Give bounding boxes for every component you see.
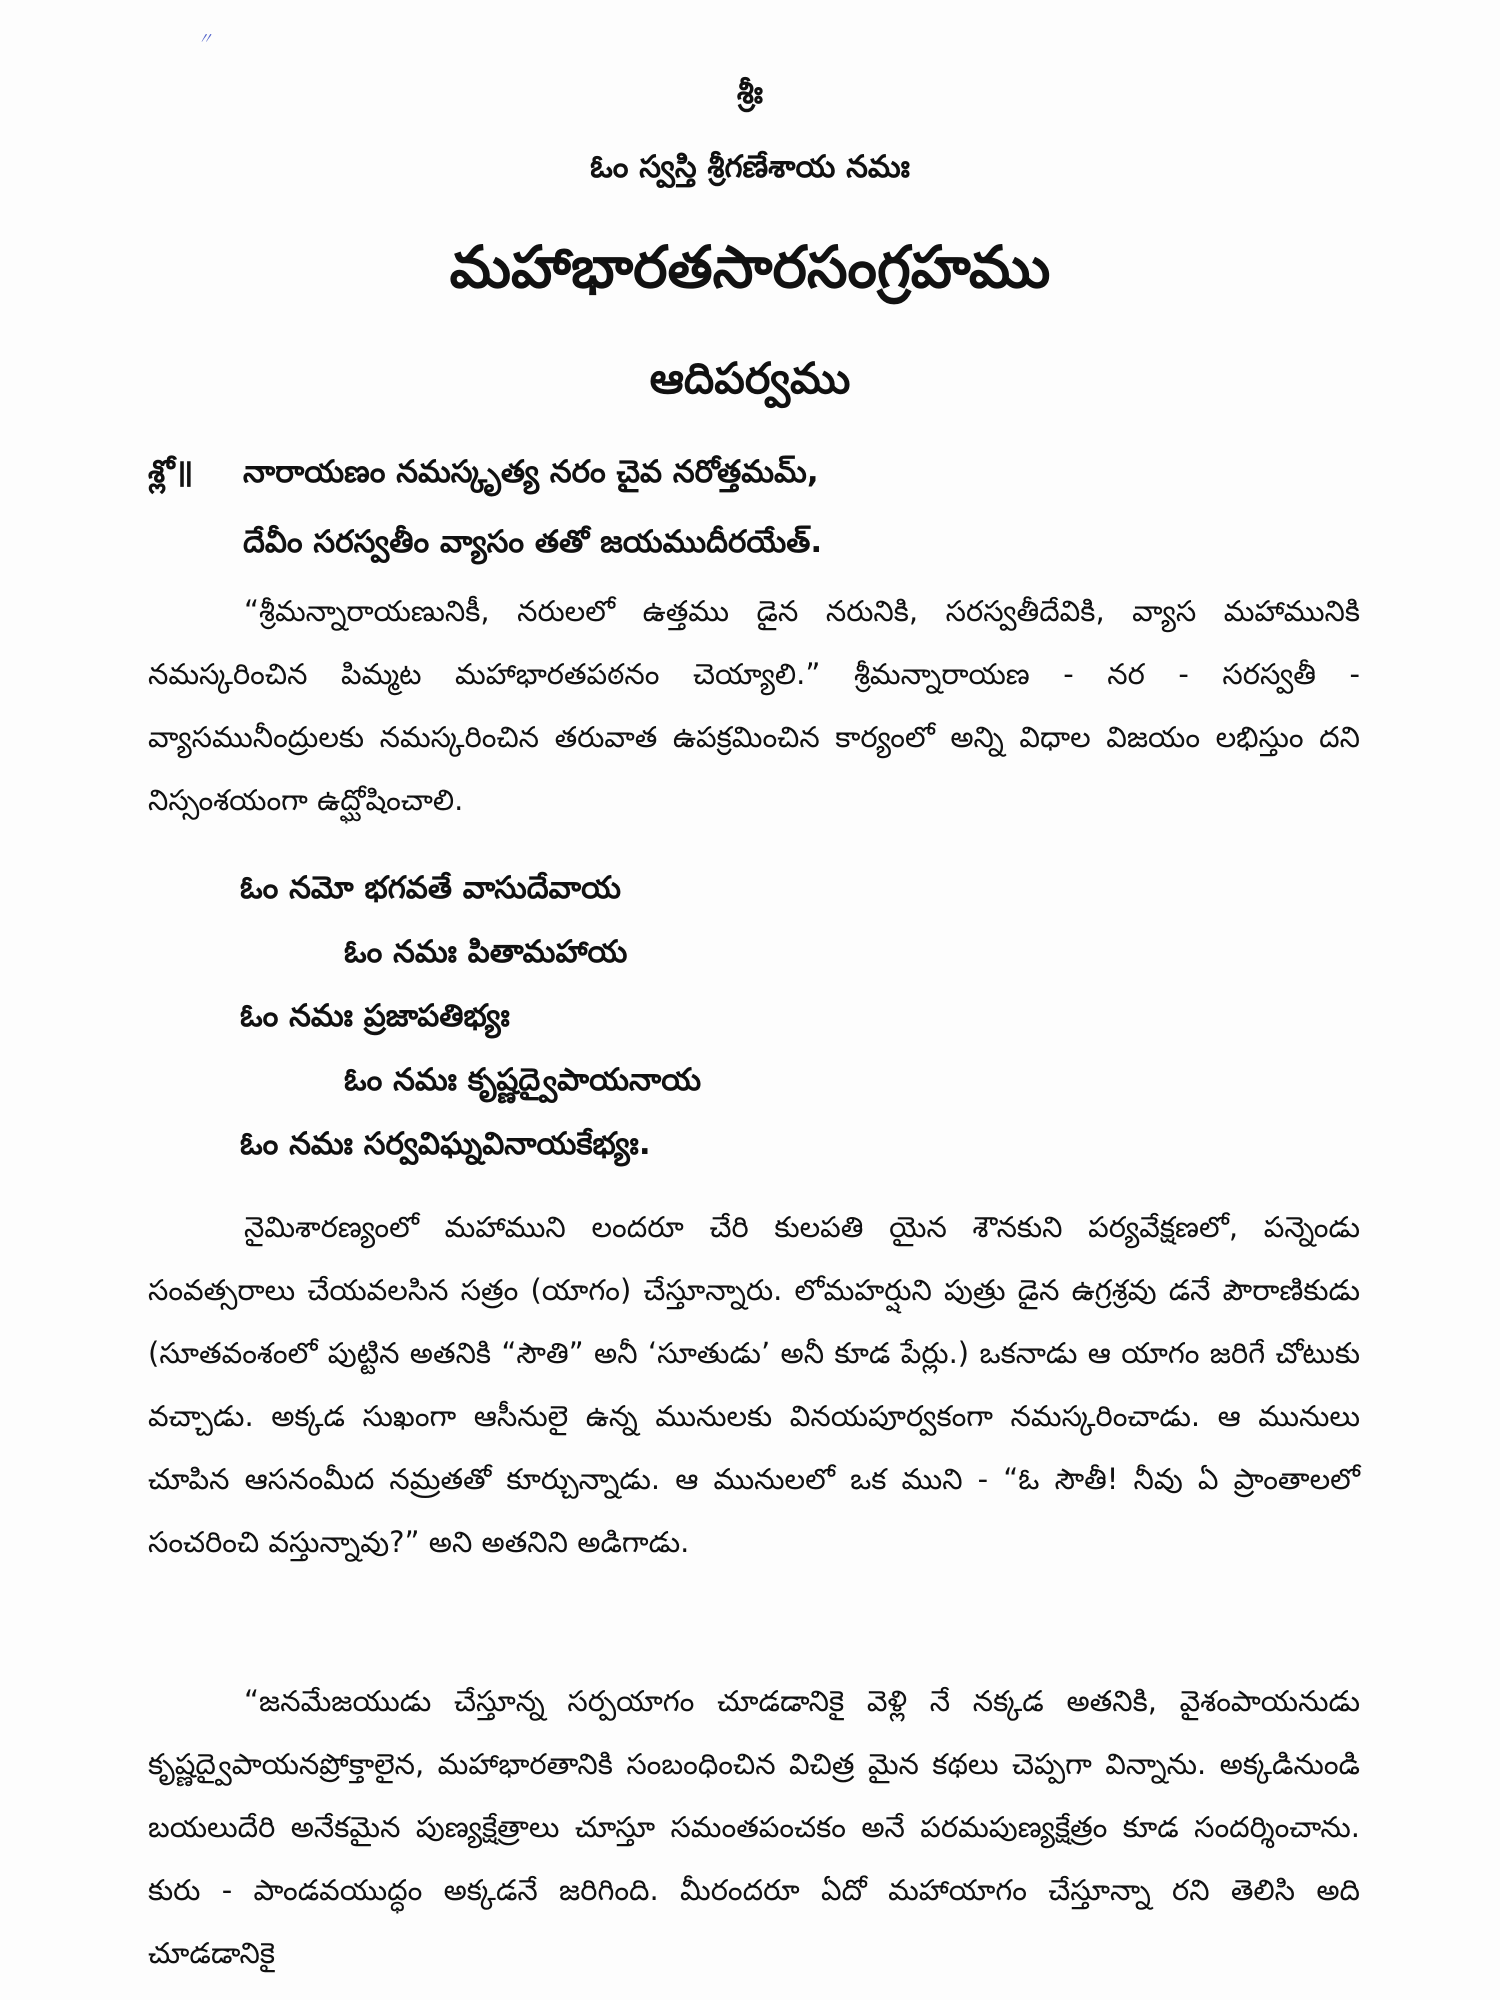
om-invocation: ఓం స్వస్తి శ్రీగణేశాయ నమః (590, 149, 910, 185)
section-title: ఆదిపర్వము (649, 354, 851, 404)
paragraph: నైమిశారణ్యంలో మహాముని లందరూ చేరి కులపతి యైన శౌనకుని పర్యవేక్షణలో, పన్నెండు సంవత్సరాలు చేయవలసిన సత్రం (యాగం) చేస్తూన్నారు. లోమహర్షుని పుత్రు డైన ఉగ్రశ్రవు డనే పౌరాణికుడు (సూతవంశంలో పుట్టిన అతనికి “సౌతి” అనీ ‘సూతుడు’ అనీ కూడ పేర్లు.) ఒకనాడు ఆ యాగం జరిగే చోటుకు వచ్చాడు. అక్కడ సుఖంగా ఆసీనులై ఉన్న మునులకు వినయపూర్వకంగా నమస్కరించాడు. ఆ మునులు చూపిన ఆసనంమీద నమ్రతతో కూర్చున్నాడు. ఆ మునులలో ఒక ముని - “ఓ సౌతీ! నీవు ఏ ప్రాంతాలలో సంచరించి వస్తున్నావు?” అని అతనిని అడిగాడు. (148, 1210, 1360, 1559)
mantra-line: ఓం నమః పితామహాయ (344, 934, 628, 970)
mantra-line: ఓం నమః కృష్ణద్వైపాయనాయ (344, 1062, 702, 1098)
page-title: మహాభారతసారసంగ్రహము (449, 233, 1051, 301)
sloka-marker: శ్లో॥ (148, 454, 194, 490)
mantra-list (240, 856, 701, 1176)
sloka-line: నారాయణం నమస్కృత్య నరం చైవ నరోత్తమమ్, (243, 454, 819, 490)
sri-invocation: శ్రీః (736, 75, 764, 111)
margin-mark: 〃 (197, 29, 214, 48)
mantra-line: ఓం నమః సర్వవిఘ్నవినాయకేభ్యః. (240, 1126, 651, 1162)
paragraph: “శ్రీమన్నారాయణునికీ, నరులలో ఉత్తము డైన నరునికి, సరస్వతీదేవికి, వ్యాస మహామునికి నమస్కరించిన పిమ్మట మహాభారతపఠనం చెయ్యాలి.” శ్రీమన్నారాయణ - నర - సరస్వతీ - వ్యాసమునీంద్రులకు నమస్కరించిన తరువాత ఉపక్రమించిన కార్యంలో అన్ని విధాల విజయం లభిస్తుం దని నిస్సంశయంగా ఉద్ఘోషించాలి. (148, 594, 1360, 817)
sloka-line: దేవీం సరస్వతీం వ్యాసం తతో జయముదీరయేత్. (243, 524, 823, 560)
paragraph: “జనమేజయుడు చేస్తూన్న సర్పయాగం చూడడానికై వెళ్లి నే నక్కడ అతనికి, వైశంపాయనుడు కృష్ణద్వైపాయనప్రోక్తాలైన, మహాభారతానికి సంబంధించిన విచిత్ర మైన కథలు చెప్పగా విన్నాను. అక్కడినుండి బయలుదేరి అనేకమైన పుణ్యక్షేత్రాలు చూస్తూ సమంతపంచకం అనే పరమపుణ్యక్షేత్రం కూడ సందర్శించాను. కురు - పాండవయుద్ధం అక్కడనే జరిగింది. మీరందరూ ఏదో మహాయాగం చేస్తూన్నా రని తెలిసి అది చూడడానికై (148, 1684, 1360, 1970)
mantra-line: ఓం నమో భగవతే వాసుదేవాయ (240, 870, 622, 906)
sloka-lines (243, 437, 822, 577)
mantra-line: ఓం నమః ప్రజాపతిభ్యః (240, 998, 510, 1034)
